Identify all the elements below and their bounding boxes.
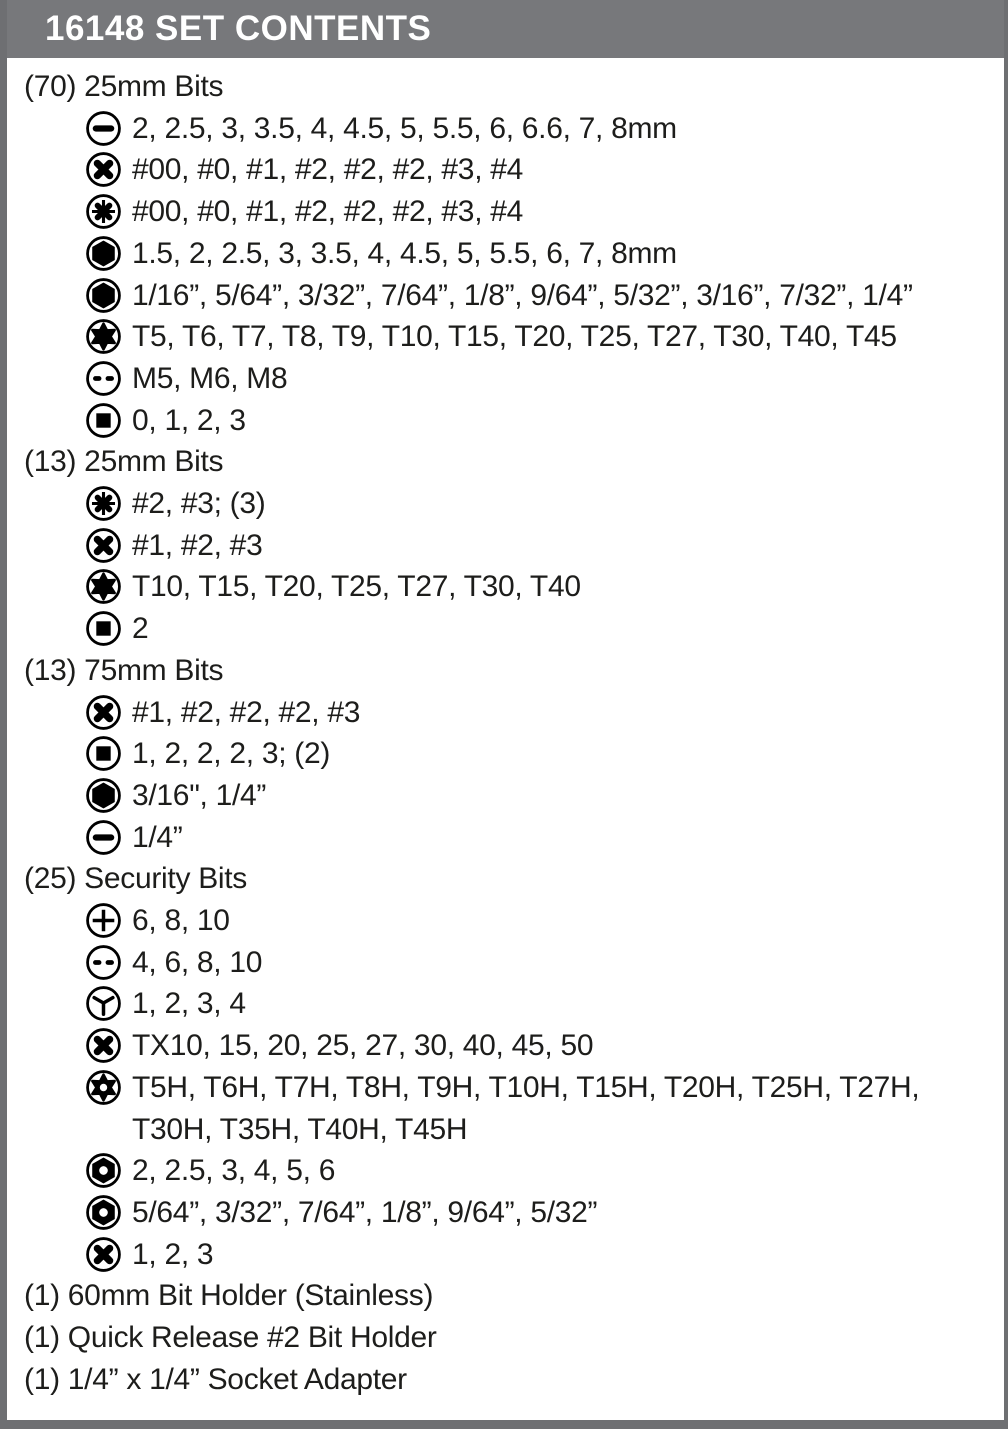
bit-row (24, 733, 1004, 775)
cross-icon (85, 902, 122, 939)
bit-sizes: T10, T15, T20, T25, T27, T30, T40 (132, 570, 581, 604)
bit-row (24, 692, 1004, 734)
bit-row (24, 1150, 1004, 1192)
bit-sizes: 1, 2, 3 (132, 1237, 214, 1271)
bit-row (24, 483, 1004, 525)
content-list (7, 58, 1004, 1401)
header-bar (0, 0, 1008, 58)
bit-row (24, 108, 1004, 150)
bit-row (24, 149, 1004, 191)
bit-sizes: 0, 1, 2, 3 (132, 403, 246, 437)
square-icon (85, 402, 122, 439)
bit-sizes: 4, 6, 8, 10 (132, 945, 263, 979)
bit-sizes: 1/4” (132, 820, 183, 854)
bit-sizes: 3/16", 1/4” (132, 778, 267, 812)
set-item-line: (1) 1/4” x 1/4” Socket Adapter (24, 1362, 407, 1396)
clutch-icon (85, 360, 122, 397)
bit-row (24, 1025, 1004, 1067)
bit-sizes: #00, #0, #1, #2, #2, #2, #3, #4 (132, 195, 524, 229)
bit-sizes: #00, #0, #1, #2, #2, #2, #3, #4 (132, 153, 524, 187)
phillips-icon (85, 694, 122, 731)
bit-sizes: 6, 8, 10 (132, 904, 230, 938)
bit-sizes: #2, #3; (3) (132, 487, 266, 521)
bit-row (24, 983, 1004, 1025)
bit-sizes: T5H, T6H, T7H, T8H, T9H, T10H, T15H, T20H, T25H, T27H, T30H, T35H, T40H, T45H (132, 1070, 920, 1146)
set-item-line: (1) 60mm Bit Holder (Stainless) (24, 1279, 434, 1313)
phillips-icon (85, 1236, 122, 1273)
page-title: 16148 SET CONTENTS (45, 9, 432, 48)
bit-row (24, 1234, 1004, 1276)
bit-sizes: T5, T6, T7, T8, T9, T10, T15, T20, T25, T27, T30, T40, T45 (132, 320, 897, 354)
bit-sizes: 1.5, 2, 2.5, 3, 3.5, 4, 4.5, 5, 5.5, 6, 7, 8mm (132, 236, 677, 270)
bit-row (24, 608, 1004, 650)
bit-sizes: 2, 2.5, 3, 4, 5, 6 (132, 1154, 336, 1188)
hex-icon (85, 777, 122, 814)
bit-row (24, 525, 1004, 567)
phillips-icon (85, 1027, 122, 1064)
square-icon (85, 610, 122, 647)
bit-row (24, 400, 1004, 442)
bit-sizes: #1, #2, #2, #2, #3 (132, 695, 361, 729)
torx-icon (85, 568, 122, 605)
hex-security-icon (85, 1152, 122, 1189)
bit-sizes: 1/16”, 5/64”, 3/32”, 7/64”, 1/8”, 9/64”, 5/32”, 3/16”, 7/32”, 1/4” (132, 278, 913, 312)
slotted-icon (85, 110, 122, 147)
bit-row (24, 316, 1004, 358)
bit-row (24, 358, 1004, 400)
torx-security-icon (85, 1069, 122, 1106)
clutch-icon (85, 944, 122, 981)
bit-row (24, 1192, 1004, 1234)
bit-row (24, 1067, 1004, 1150)
hex-icon (85, 277, 122, 314)
bit-sizes: TX10, 15, 20, 25, 27, 30, 40, 45, 50 (132, 1029, 594, 1063)
hex-icon (85, 235, 122, 272)
phillips-icon (85, 151, 122, 188)
square-icon (85, 735, 122, 772)
section-heading: (13) 75mm Bits (24, 653, 224, 687)
bit-sizes: 1, 2, 3, 4 (132, 987, 246, 1021)
set-item-line: (1) Quick Release #2 Bit Holder (24, 1321, 437, 1355)
bit-sizes: 2, 2.5, 3, 3.5, 4, 4.5, 5, 5.5, 6, 6.6, 7, 8mm (132, 111, 677, 145)
bit-sizes: 2 (132, 612, 149, 646)
torx-icon (85, 318, 122, 355)
pozidriv-icon (85, 485, 122, 522)
bit-row (24, 233, 1004, 275)
bit-row (24, 775, 1004, 817)
bit-row (24, 900, 1004, 942)
bit-sizes: M5, M6, M8 (132, 361, 288, 395)
section-heading: (70) 25mm Bits (24, 70, 224, 103)
bit-row (24, 275, 1004, 317)
bit-row (24, 817, 1004, 859)
slotted-icon (85, 819, 122, 856)
bit-row (24, 942, 1004, 984)
section-heading: (25) Security Bits (24, 862, 247, 896)
bit-sizes: #1, #2, #3 (132, 528, 263, 562)
pozidriv-icon (85, 193, 122, 230)
phillips-icon (85, 527, 122, 564)
bit-row (24, 191, 1004, 233)
triwing-icon (85, 985, 122, 1022)
bit-sizes: 5/64”, 3/32”, 7/64”, 1/8”, 9/64”, 5/32” (132, 1195, 598, 1229)
hex-security-icon (85, 1194, 122, 1231)
bit-sizes: 1, 2, 2, 2, 3; (2) (132, 737, 331, 771)
bit-row (24, 566, 1004, 608)
section-heading: (13) 25mm Bits (24, 445, 224, 479)
